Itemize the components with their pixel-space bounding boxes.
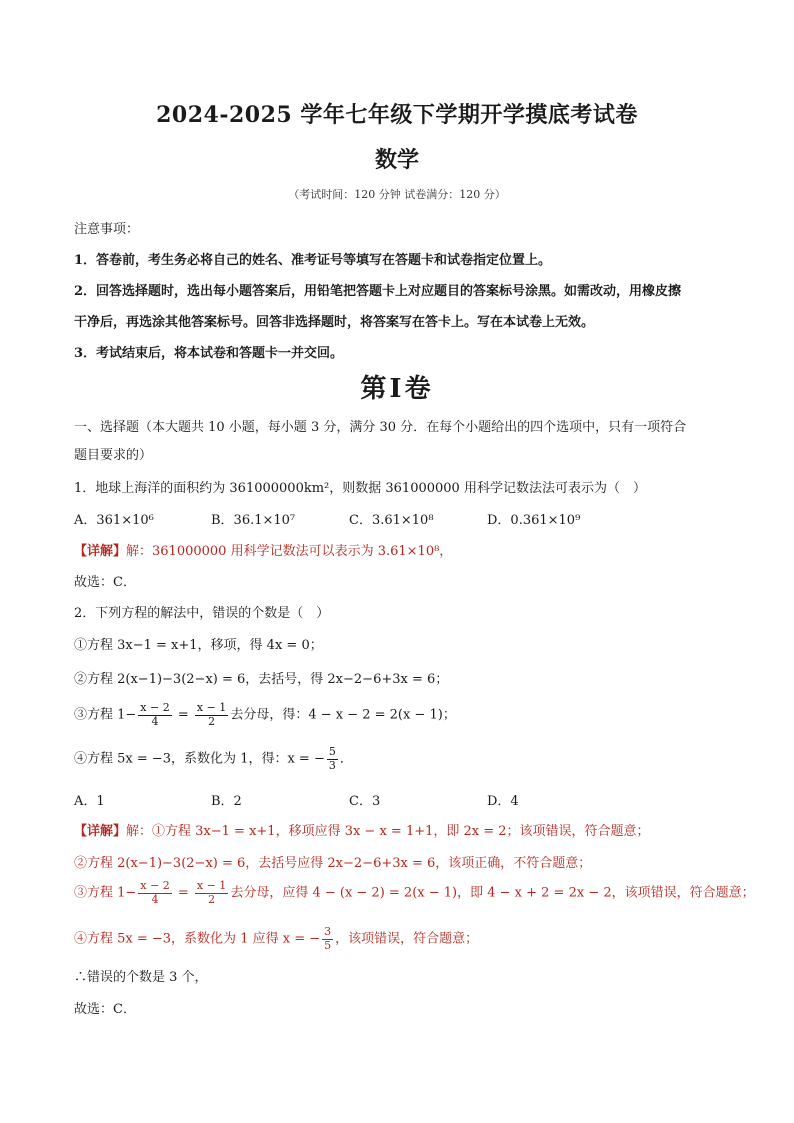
q1-option-c: C．3.61×10⁸ xyxy=(349,513,434,528)
q2-detail-3-pre: ③方程 1− xyxy=(74,885,137,901)
q2-item-1: ①方程 3x−1 = x+1，移项，得 4x = 0； xyxy=(74,638,323,653)
q2-conclusion: ∴错误的个数是 3 个， xyxy=(74,970,208,985)
fraction-numerator: x − 1 xyxy=(196,701,227,714)
document-title: 2024-2025 学年七年级下学期开学摸底考试卷 xyxy=(156,102,638,128)
q2-detail-label: 【详解】 xyxy=(74,824,127,839)
section-intro-line1: 一、选择题（本大题共 10 小题，每小题 3 分，满分 30 分．在每个小题给出的四个选项中，只有一项符合 xyxy=(74,420,687,435)
q2-item-3 xyxy=(74,702,456,728)
fraction-denominator: 5 xyxy=(324,938,332,952)
fraction-denominator: 4 xyxy=(151,714,159,728)
q1-option-b: B．36.1×10⁷ xyxy=(211,513,296,528)
q2-item-4-pre: ④方程 5x = −3，系数化为 1，得：x = − xyxy=(74,751,325,767)
q2-option-d: D．4 xyxy=(487,794,519,809)
q2-item-4-fraction xyxy=(327,746,338,772)
q2-option-b: B．2 xyxy=(211,794,242,809)
q2-item-3-post: 去分母，得：4 − x − 2 = 2(x − 1)； xyxy=(230,707,456,723)
q2-detail-3-fraction-2 xyxy=(195,880,228,906)
q1-answer: 故选：C． xyxy=(74,575,136,590)
subject-title: 数学 xyxy=(374,147,419,173)
q2-detail-3-post: 去分母，应得 4 − (x − 2) = 2(x − 1)，即 4 − x + 2 = 2x − 2，该项错误，符合题意； xyxy=(230,885,755,901)
q1-detail xyxy=(74,540,452,559)
fraction-numerator: 5 xyxy=(328,745,336,758)
note-item-2-cont: 干净后，再选涂其他答案标号。回答非选择题时，将答案写在答卡上。写在本试卷上无效。 xyxy=(74,315,595,330)
q2-detail-3-mid: = xyxy=(173,885,193,901)
q2-detail-2: ②方程 2(x−1)−3(2−x) = 6，去括号应得 2x−2−6+3x = 6，该项正确，不符合题意； xyxy=(74,856,592,871)
q1-stem: 1．地球上海洋的面积约为 361000000km²，则数据 361000000 用科学记数法法可表示为（ ） xyxy=(74,481,646,496)
q2-detail-3-fraction-1 xyxy=(138,880,171,906)
q2-item-4-post: ． xyxy=(339,751,353,767)
fraction-numerator: x − 2 xyxy=(140,701,170,714)
note-item-2: 2．回答选择题时，选出每小题答案后，用铅笔把答题卡上对应题目的答案标号涂黑。如需改动，用橡皮擦 xyxy=(74,284,682,299)
exam-info: （考试时间：120 分钟 试卷满分：120 分） xyxy=(288,188,506,201)
q2-item-3-fraction-1 xyxy=(138,702,171,728)
q2-detail-4-pre: ④方程 5x = −3，系数化为 1 应得 x = − xyxy=(74,931,321,947)
q2-item-3-mid: = xyxy=(173,707,193,723)
fraction-denominator: 2 xyxy=(208,892,216,906)
q2-item-3-pre: ③方程 1− xyxy=(74,707,137,723)
q2-detail-4 xyxy=(74,926,478,952)
q1-option-a: A．361×10⁶ xyxy=(74,513,154,528)
q2-item-3-fraction-2 xyxy=(195,702,228,728)
q1-detail-text: 解：361000000 用科学记数法可以表示为 3.61×10⁸， xyxy=(126,544,453,559)
q2-detail-3 xyxy=(74,880,755,906)
fraction-denominator: 3 xyxy=(328,758,336,772)
fraction-numerator: x − 2 xyxy=(140,879,170,892)
fraction-denominator: 4 xyxy=(151,892,159,906)
q2-stem: 2．下列方程的解法中，错误的个数是（ ） xyxy=(74,606,330,621)
q2-detail-4-fraction xyxy=(322,926,333,952)
q2-option-a: A．1 xyxy=(74,794,105,809)
q2-option-c: C．3 xyxy=(349,794,381,809)
q1-detail-label: 【详解】 xyxy=(74,544,127,559)
fraction-denominator: 2 xyxy=(208,714,216,728)
section-title: 第Ⅰ卷 xyxy=(360,374,434,404)
notes-heading: 注意事项： xyxy=(74,222,140,237)
q2-item-2: ②方程 2(x−1)−3(2−x) = 6，去括号，得 2x−2−6+3x = 6； xyxy=(74,672,449,687)
q2-item-4 xyxy=(74,746,353,772)
q2-answer: 故选：C． xyxy=(74,1002,136,1017)
q2-detail-4-post: ，该项错误，符合题意； xyxy=(335,931,479,947)
fraction-numerator: 3 xyxy=(324,925,332,938)
q2-detail-1 xyxy=(74,820,650,839)
q2-detail-1-text: 解：①方程 3x−1 = x+1，移项应得 3x − x = 1+1，即 2x = 2；该项错误，符合题意； xyxy=(126,824,650,839)
q1-option-d: D．0.361×10⁹ xyxy=(487,513,581,528)
note-item-3: 3．考试结束后，将本试卷和答题卡一并交回。 xyxy=(74,346,344,361)
note-item-1: 1．答卷前，考生务必将自己的姓名、准考证号等填写在答题卡和试卷指定位置上。 xyxy=(74,253,552,268)
fraction-numerator: x − 1 xyxy=(196,879,227,892)
section-intro-line2: 题目要求的） xyxy=(74,448,153,463)
